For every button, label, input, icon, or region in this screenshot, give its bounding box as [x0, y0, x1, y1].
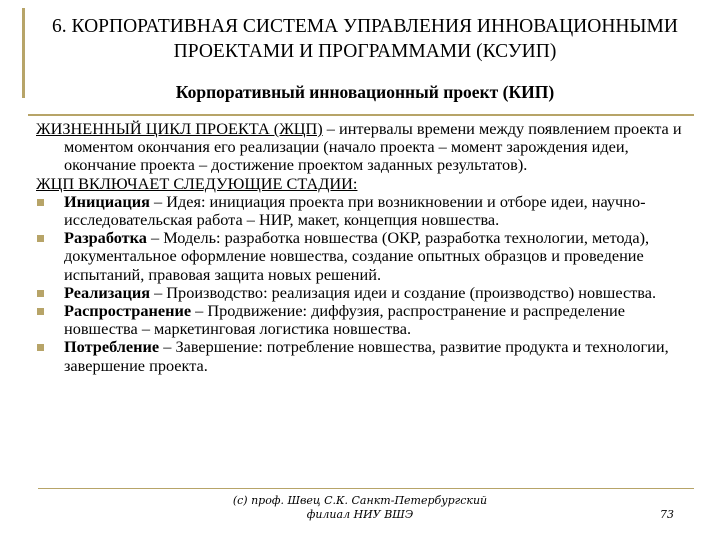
stage-item	[36, 229, 690, 284]
stage-name: Распространение	[64, 301, 192, 321]
definition-text: – интервалы времени между появлением проекта и моментом окончания его реализации (начало проекта – момент зарождения идеи, окончание проекта – достижение проектом заданных результатов).	[64, 119, 682, 175]
stage-text: – Продвижение: диффузия, распространение и распределение новшества – маркетинговая логистика новшества.	[64, 301, 625, 339]
stage-name: Инициация	[64, 191, 150, 211]
stage-name: Потребление	[64, 337, 160, 357]
footer-divider	[38, 488, 694, 489]
stage-name: Реализация	[64, 282, 151, 302]
page-number: 73	[660, 508, 674, 521]
stages-heading: ЖЦП ВКЛЮЧАЕТ СЛЕДУЮЩИЕ СТАДИИ:	[36, 173, 358, 193]
stage-text: – Завершение: потребление новшества, развитие продукта и технологии, завершение проекта.	[64, 337, 669, 375]
definition-term: ЖИЗНЕННЫЙ ЦИКЛ ПРОЕКТА (ЖЦП)	[36, 119, 323, 138]
square-bullet-icon	[37, 290, 44, 297]
footer-line-1: (c) проф. Швец С.К. Санкт-Петербургский	[232, 494, 488, 507]
definition-paragraph	[36, 120, 690, 175]
title-divider	[28, 114, 694, 116]
stage-text: – Идея: инициация проекта при возникновении и отборе идеи, научно-исследовательская работа – НИР, макет, концепция новшества.	[64, 191, 646, 230]
slide-body	[36, 120, 690, 375]
footer-line-2: филиал НИУ ВШЭ	[306, 508, 414, 521]
stage-text: – Модель: разработка новшества (ОКР, разработка технологии, метода), документальное оформление новшества, создание опытных образцов и проведение испытаний, правовая защита новых решений.	[64, 228, 650, 284]
stage-item	[36, 284, 690, 302]
slide-title: 6. КОРПОРАТИВНАЯ СИСТЕМА УПРАВЛЕНИЯ ИННОВАЦИОННЫМИ ПРОЕКТАМИ И ПРОГРАММАМИ (КСУИП)	[52, 16, 678, 62]
square-bullet-icon	[37, 308, 44, 315]
stage-item	[36, 193, 690, 229]
square-bullet-icon	[37, 344, 44, 351]
stage-text: – Производство: реализация идеи и создание (производство) новшества.	[150, 282, 657, 302]
footer-credit	[210, 494, 510, 522]
stage-name: Разработка	[64, 228, 147, 248]
slide-subtitle: Корпоративный инновационный проект (КИП)	[175, 82, 555, 102]
stage-item	[36, 338, 690, 374]
stage-item	[36, 302, 690, 338]
decorative-vertical-line	[22, 8, 25, 98]
square-bullet-icon	[37, 235, 44, 242]
square-bullet-icon	[37, 199, 44, 206]
